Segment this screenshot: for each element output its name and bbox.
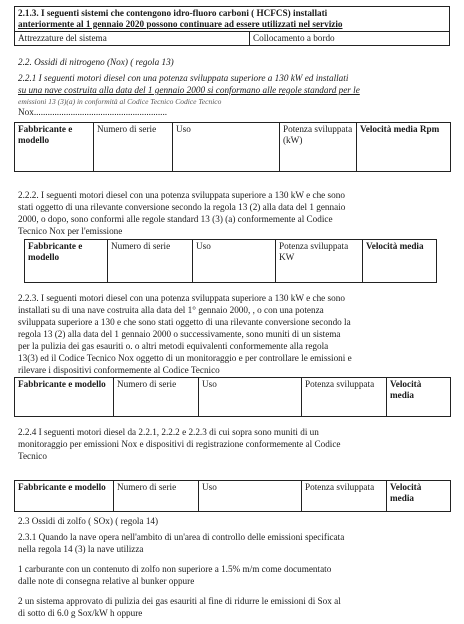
paragraph-221-line: Nox.......................................................... — [18, 107, 168, 117]
col-average-speed: Velocità media — [387, 481, 451, 512]
col-manufacturer-model: Fabbricante e modello — [15, 481, 114, 512]
paragraph-231-line: nella regola 14 (3) la nave utilizza — [18, 544, 144, 554]
section-213-heading — [15, 7, 450, 32]
paragraph-222-line: 2.2.2. I seguenti motori diesel con una potenza sviluppata superiore a 130 kW e che sono — [18, 190, 345, 200]
paragraph-223-line: 13(3) ed il Codice Tecnico Nox oggetto di un monitoraggio e per controllare le emissioni e — [18, 353, 352, 363]
paragraph-223-line: per la pulizia dei gas esauriti o. o altri metodi equivalenti conformemente alla regola — [18, 341, 329, 351]
section-23-heading: 2.3 Ossidi di zolfo ( SOx) ( regola 14) — [18, 516, 159, 526]
col-serial-number: Numero di serie — [108, 240, 193, 283]
col-serial-number: Numero di serie — [114, 378, 199, 417]
col-average-speed: Velocità media Rpm — [357, 123, 451, 172]
col-use: Uso — [199, 481, 302, 512]
paragraph-223-line: 2.2.3. I seguenti motori diesel con una potenza sviluppata superiore a 130 kW e che sono — [18, 293, 345, 303]
paragraph-221-line: su una nave costruita alla data del 1 gennaio 2000 si conformano alle regole standard per le — [18, 85, 360, 95]
section-213-heading-line1: 2.1.3. I seguenti sistemi che contengono idro-fluoro carboni ( HCFCS) installati — [18, 8, 328, 18]
paragraph-221-line: 2.2.1 I seguenti motori diesel con una potenza sviluppata superiore a 130 kW ed installati — [18, 73, 349, 83]
col-power-output: Potenza sviluppata — [302, 481, 387, 512]
engines-table-224 — [14, 480, 451, 512]
section-22-heading: 2.2. Ossidi di nitrogeno (Nox) ( regola 13) — [18, 57, 174, 67]
section-213-heading-line2: anteriormente al 1 gennaio 2020 possono continuare ad essere utilizzati nel servizio — [18, 19, 343, 29]
col-power-output: Potenza sviluppata — [302, 378, 387, 417]
paragraph-223-line: regola 13 (2) alla data del 1 gennaio 2000 o successivamente, sono muniti di un sistema — [18, 329, 341, 339]
col-manufacturer-model: Fabbricante e modello — [25, 240, 108, 283]
col-serial-number: Numero di serie — [114, 481, 199, 512]
paragraph-223-line: installati su di una nave costruita alla data del 1° gennaio 2000, , o con una potenza — [18, 305, 324, 315]
hcfc-systems-table — [14, 6, 450, 46]
col-power-output: Potenza sviluppata (kW) — [280, 123, 357, 172]
col-manufacturer-model: Fabbricante e modello — [15, 123, 94, 172]
engines-table-221 — [14, 122, 451, 172]
paragraph-222-line: 2000, o dopo, sono conformi alle regole standard 13 (3) (a) conformemente al Codice — [18, 214, 333, 224]
col-use: Uso — [173, 123, 280, 172]
col-system-equipment: Attrezzature del sistema — [15, 32, 250, 46]
sulfur-option-1-line: dalle note di consegna relative al bunker oppure — [18, 576, 195, 586]
engines-table-222 — [24, 239, 437, 283]
paragraph-224-line: Tecnico — [18, 451, 47, 461]
col-onboard-location: Collocamento a bordo — [250, 32, 450, 46]
paragraph-231-line: 2.3.1 Quando la nave opera nell'ambito di un'area di controllo delle emissioni specificata — [18, 532, 345, 542]
paragraph-221-line: emissioni 13 (3)(a) in conformità al Codice Tecnico Codice Tecnico — [18, 97, 222, 106]
paragraph-224-line: 2.2.4 I seguenti motori diesel da 2.2.1, 2.2.2 e 2.2.3 di cui sopra sono muniti di un — [18, 427, 319, 437]
sulfur-option-1-line: 1 carburante con un contenuto di zolfo non superiore a 1.5% m/m come documentato — [18, 564, 332, 574]
engines-table-223 — [14, 377, 451, 417]
col-average-speed: Velocità media — [387, 378, 451, 417]
col-use: Uso — [193, 240, 276, 283]
paragraph-224-line: monitoraggio per emissioni Nox e dispositivi di registrazione conformemente al Codice — [18, 439, 341, 449]
col-serial-number: Numero di serie — [94, 123, 173, 172]
paragraph-222-line: stati oggetto di una rilevante conversione secondo la regola 13 (2) alla data del 1 gennaio — [18, 202, 346, 212]
sulfur-option-2-line: di sotto di 6.0 g Sox/kW h oppure — [18, 608, 143, 618]
paragraph-222-line: Tecnico Nox per l'emissione — [18, 226, 123, 236]
col-average-speed: Velocità media — [363, 240, 437, 283]
col-power-output: Potenza sviluppata KW — [276, 240, 363, 283]
sulfur-option-2-line: 2 un sistema approvato di pulizia dei gas esauriti al fine di ridurre le emissioni di Sox al — [18, 596, 341, 606]
col-manufacturer-model: Fabbricante e modello — [15, 378, 114, 417]
paragraph-223-line: rilevare i dispositivi conformemente al Codice Tecnico — [18, 365, 220, 375]
col-use: Uso — [199, 378, 302, 417]
paragraph-223-line: sviluppata superiore a 130 e che sono stati oggetto di una rilevante conversione secondo la — [18, 317, 351, 327]
